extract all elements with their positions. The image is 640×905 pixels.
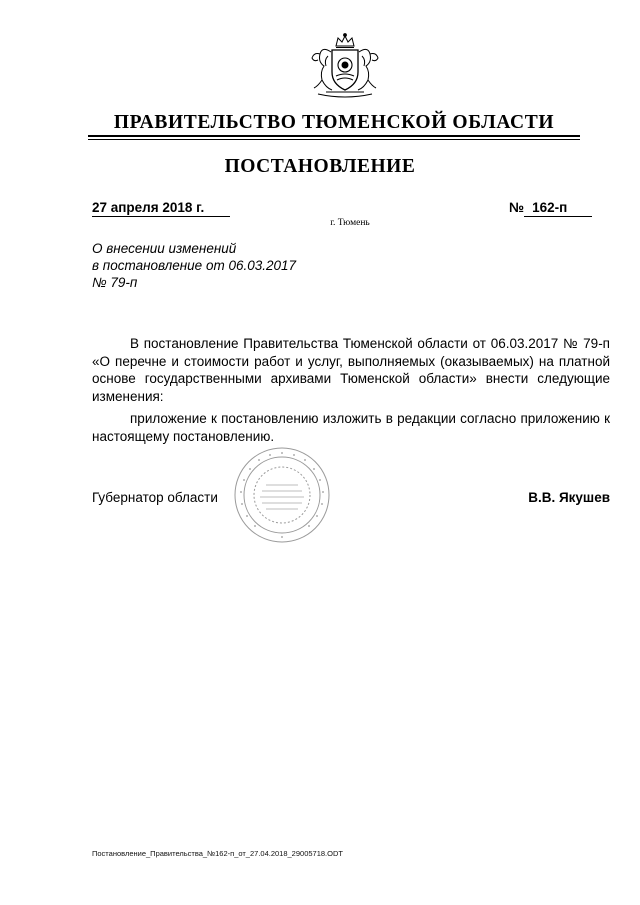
number-value: 162-п [524, 200, 592, 217]
document-date: 27 апреля 2018 г. [92, 200, 230, 217]
title-divider-thin [88, 139, 580, 140]
title-divider-thick [88, 135, 580, 137]
subject-line: № 79-п [92, 275, 138, 290]
document-subject [92, 240, 372, 291]
government-title: ПРАВИТЕЛЬСТВО ТЮМЕНСКОЙ ОБЛАСТИ [113, 112, 555, 133]
signatory-post: Губернатор области [92, 490, 218, 505]
number-sign: № [509, 200, 525, 215]
document-type-heading: ПОСТАНОВЛЕНИЕ [224, 156, 416, 177]
city-label: г. Тюмень [330, 218, 370, 228]
signature-stamp-icon [232, 445, 332, 545]
document-number [509, 200, 592, 217]
body-paragraph: приложение к постановлению изложить в редакции согласно приложению к настоящему постановлению. [92, 411, 610, 444]
signatory-name: В.В. Якушев [528, 490, 610, 505]
body-paragraph: В постановление Правительства Тюменской области от 06.03.2017 № 79-п «О перечне и стоимости работ и услуг, выполняемых (оказываемых) на платной основе государственными архивами Тюменской области» внести следующие изменения: [92, 336, 610, 404]
footer-filename: Постановление_Правительства_№162-п_от_27.04.2018_29005718.ODT [92, 849, 343, 858]
subject-line: О внесении изменений [92, 241, 237, 256]
coat-of-arms-icon [300, 32, 390, 104]
document-body [92, 335, 610, 445]
subject-line: в постановление от 06.03.2017 [92, 258, 297, 273]
